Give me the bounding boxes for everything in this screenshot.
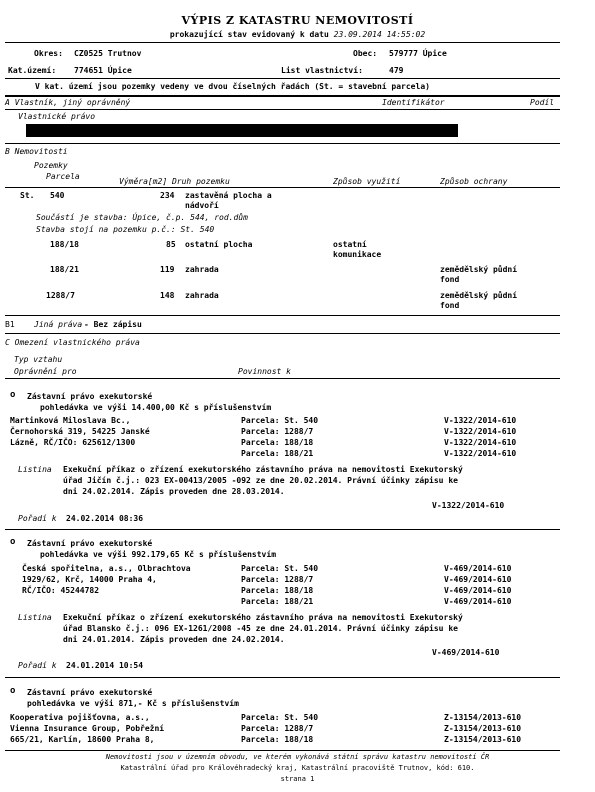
divider — [5, 95, 560, 97]
vlastnicke-pravo-label: Vlastnické právo — [18, 112, 96, 121]
entry-ref: V-469/2014-610 — [444, 564, 512, 573]
row1-vymera: 234 — [160, 191, 175, 200]
bullet-icon: o — [10, 390, 16, 400]
poradi-value: 24.01.2014 10:54 — [66, 661, 144, 670]
row4-druh: zahrada — [185, 291, 219, 300]
page-title: VÝPIS Z KATASTRU NEMOVITOSTÍ — [181, 14, 414, 27]
row4-vymera: 148 — [160, 291, 175, 300]
row4-ochrana2: fond — [440, 301, 460, 310]
divider — [5, 315, 560, 316]
row3-ochrana2: fond — [440, 275, 460, 284]
katuzemi-value: 774651 Úpice — [74, 66, 132, 75]
subtitle-date: 23.09.2014 14:55:02 — [333, 30, 426, 39]
listina-text: úřad Jičín č.j.: 023 EX-00413/2005 -092 ze dne 20.02.2014. Právní účinky zápisu ke — [63, 476, 458, 485]
entry-parcel: Parcela: St. 540 — [241, 713, 319, 722]
divider — [5, 109, 560, 110]
row2-vyuziti2: komunikace — [333, 250, 382, 259]
poradi-label: Pořadí k — [18, 514, 57, 523]
section-c-title: C Omezení vlastnického práva — [5, 338, 140, 347]
entry-who: Lázně, RČ/IČO: 625612/1300 — [10, 438, 136, 447]
section-a-title: A Vlastník, jiný oprávněný — [5, 98, 131, 107]
okres-value: CZ0525 Trutnov — [74, 49, 142, 58]
col-vyuziti: Způsob využití — [333, 177, 401, 186]
divider — [5, 333, 560, 334]
divider — [5, 187, 560, 188]
poradi-label: Pořadí k — [18, 661, 57, 670]
listina-label: Listina — [18, 613, 52, 622]
listina-text: dni 24.01.2014. Zápis proveden dne 24.02.2014. — [63, 635, 285, 644]
bullet-icon: o — [10, 537, 16, 547]
row1-prefix: St. — [20, 191, 35, 200]
katuzemi-note: V kat. území jsou pozemky vedeny ve dvou číselných řadách (St. = stavební parcela) — [35, 82, 430, 91]
entry-ref: V-469/2014-610 — [444, 575, 512, 584]
listina-text: Exekuční příkaz o zřízení exekutorského zástavního práva na nemovitosti Exekutorský — [63, 613, 463, 622]
row3-parcela: 188/21 — [50, 265, 79, 274]
entry-who: Česká spořitelna, a.s., Olbrachtova — [22, 564, 191, 573]
entry-ref: Z-13154/2013-610 — [444, 735, 522, 744]
entry-ref: V-469/2014-610 — [444, 597, 512, 606]
section-b1-value: - Bez zápisu — [84, 320, 142, 329]
row3-druh: zahrada — [185, 265, 219, 274]
entry-parcel: Parcela: 1288/7 — [241, 724, 314, 733]
entry-who: Martinková Miloslava Bc., — [10, 416, 131, 425]
entry-amount: pohledávka ve výši 992.179,65 Kč s příslušenstvím — [40, 550, 277, 559]
entry-parcel: Parcela: 188/18 — [241, 735, 314, 744]
entry-ref: Z-13154/2013-610 — [444, 713, 522, 722]
row3-ochrana1: zemědělský půdní — [440, 265, 518, 274]
col-ochrany: Způsob ochrany — [440, 177, 508, 186]
section-b1-code: B1 — [5, 320, 15, 329]
section-b1-title: Jiná práva — [34, 320, 83, 329]
entry-ref: Z-13154/2013-610 — [444, 724, 522, 733]
entry-head: Zástavní právo exekutorské — [27, 539, 153, 548]
divider — [5, 529, 560, 530]
entry-parcel: Parcela: 188/18 — [241, 586, 314, 595]
entry-parcel: Parcela: 188/18 — [241, 438, 314, 447]
obec-value: 579777 Úpice — [389, 49, 447, 58]
row1-druh2: nádvoří — [185, 201, 219, 210]
page-subtitle — [0, 30, 595, 39]
entry-parcel: Parcela: St. 540 — [241, 416, 319, 425]
entry-head: Zástavní právo exekutorské — [27, 688, 153, 697]
redacted-owner — [26, 124, 458, 137]
entry-head: Zástavní právo exekutorské — [27, 392, 153, 401]
divider — [5, 677, 560, 678]
section-a-share: Podíl — [530, 98, 555, 107]
col-vymera: Výměra[m2] Druh pozemku — [119, 177, 230, 186]
entry-ref: V-469/2014-610 — [444, 586, 512, 595]
col-typ-vztahu: Typ vztahu — [14, 355, 63, 364]
footer-page: strana 1 — [280, 775, 315, 783]
lv-value: 479 — [389, 66, 404, 75]
section-a-identifier: Identifikátor — [382, 98, 445, 107]
listina-text: Exekuční příkaz o zřízení exekutorského zástavního práva na nemovitosti Exekutorský — [63, 465, 463, 474]
entry-who: Kooperativa pojišťovna, a.s., — [10, 713, 150, 722]
row2-vyuziti1: ostatní — [333, 240, 367, 249]
row4-ochrana1: zemědělský půdní — [440, 291, 518, 300]
entry-who: 665/21, Karlín, 18600 Praha 8, — [10, 735, 155, 744]
subtitle-prefix: prokazující stav evidovaný k datu — [169, 30, 329, 39]
entry-amount: pohledávka ve výši 871,- Kč s příslušenstvím — [27, 699, 239, 708]
row4-parcela: 1288/7 — [46, 291, 75, 300]
divider — [5, 750, 560, 751]
entry-ref: V-1322/2014-610 — [444, 449, 517, 458]
row2-vymera: 85 — [166, 240, 176, 249]
entry-parcel: Parcela: 1288/7 — [241, 575, 314, 584]
entry-who: Vienna Insurance Group, Pobřežní — [10, 724, 165, 733]
entry-ref: V-1322/2014-610 — [444, 427, 517, 436]
obec-label: Obec: — [353, 49, 378, 58]
divider — [5, 42, 560, 43]
okres-label: Okres: — [34, 49, 63, 58]
lv-label: List vlastnictví: — [281, 66, 363, 75]
section-b-title: B Nemovitosti — [5, 147, 68, 156]
entry-who: 1929/62, Krč, 14000 Praha 4, — [22, 575, 157, 584]
stavba-stoji: Stavba stojí na pozemku p.č.: St. 540 — [36, 225, 215, 234]
listina-label: Listina — [18, 465, 52, 474]
katuzemi-label: Kat.území: — [8, 66, 57, 75]
col-povinnost-k: Povinnost k — [238, 367, 291, 376]
row1-parcela: 540 — [50, 191, 65, 200]
col-pozemky: Pozemky — [34, 161, 68, 170]
bullet-icon: o — [10, 686, 16, 696]
row2-druh: ostatní plocha — [185, 240, 253, 249]
entry-ref: V-1322/2014-610 — [444, 438, 517, 447]
listina-ref: V-1322/2014-610 — [432, 501, 505, 510]
entry-parcel: Parcela: St. 540 — [241, 564, 319, 573]
listina-text: dni 24.02.2014. Zápis proveden dne 28.03.2014. — [63, 487, 285, 496]
footer-line1: Nemovitosti jsou v územním obvodu, ve kterém vykonává státní správu katastru nemovitostí ČR — [105, 753, 490, 761]
listina-ref: V-469/2014-610 — [432, 648, 500, 657]
entry-ref: V-1322/2014-610 — [444, 416, 517, 425]
poradi-value: 24.02.2014 08:36 — [66, 514, 144, 523]
entry-amount: pohledávka ve výši 14.400,00 Kč s příslušenstvím — [40, 403, 272, 412]
listina-text: úřad Blansko č.j.: 096 EX-1261/2008 -45 ze dne 24.01.2014. Právní účinky zápisu ke — [63, 624, 458, 633]
row1-druh1: zastavěná plocha a — [185, 191, 272, 200]
row2-parcela: 188/18 — [50, 240, 79, 249]
divider — [5, 378, 560, 379]
entry-parcel: Parcela: 188/21 — [241, 449, 314, 458]
entry-who: RČ/IČO: 45244782 — [22, 586, 100, 595]
footer-line2: Katastrální úřad pro Královéhradecký kraj, Katastrální pracoviště Trutnov, kód: 610. — [120, 764, 475, 772]
col-opravneni-pro: Oprávnění pro — [14, 367, 77, 376]
row3-vymera: 119 — [160, 265, 175, 274]
entry-parcel: Parcela: 1288/7 — [241, 427, 314, 436]
soucast-stavba: Součástí je stavba: Úpice, č.p. 544, rod.dům — [36, 213, 248, 222]
col-parcela: Parcela — [46, 172, 80, 181]
divider — [5, 143, 560, 144]
entry-who: Černohorská 319, 54225 Janské — [10, 427, 150, 436]
divider — [5, 78, 560, 79]
entry-parcel: Parcela: 188/21 — [241, 597, 314, 606]
